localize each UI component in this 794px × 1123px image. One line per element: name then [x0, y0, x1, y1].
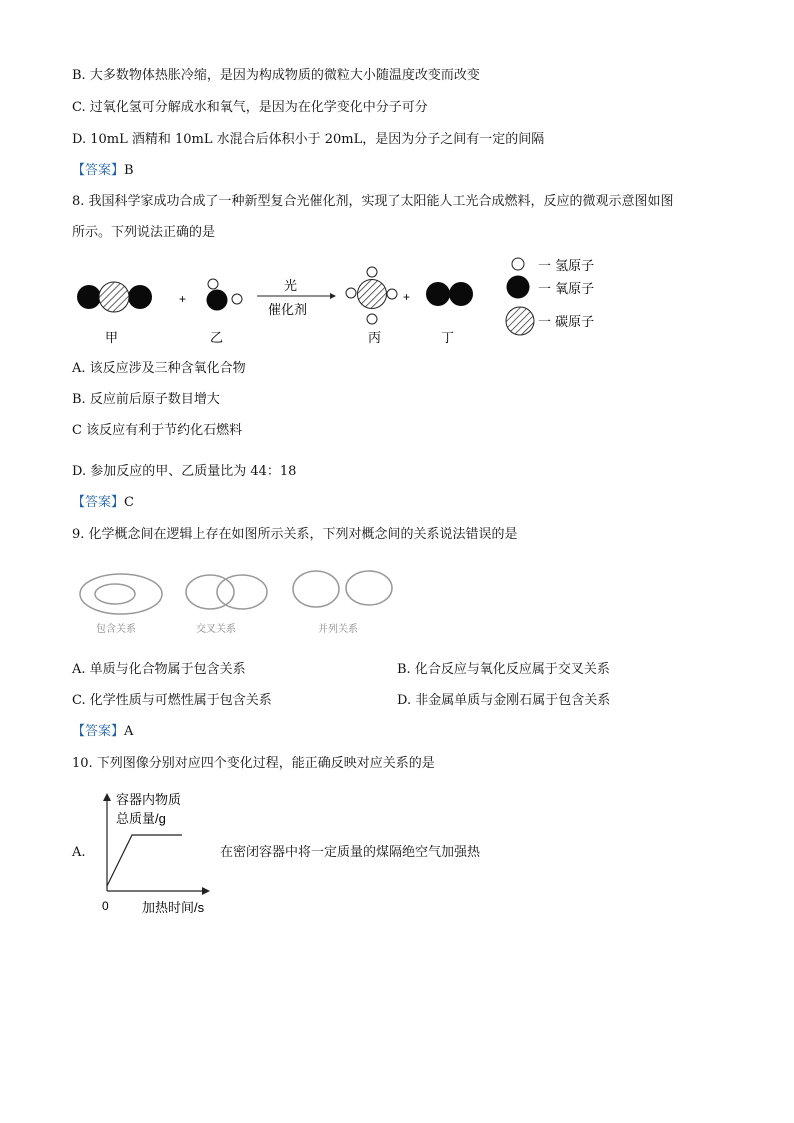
label-parallel: 并列关系	[318, 624, 358, 635]
answer-bracket: 【答案】	[72, 724, 125, 739]
q9-option-c: C. 化学性质与可燃性属于包含关系	[72, 693, 272, 708]
label-yi: 乙	[210, 331, 224, 346]
q9-stem: 9. 化学概念间在逻辑上存在如图所示关系，下列对概念间的关系说法错误的是	[72, 527, 518, 542]
q10-option-a-label: A.	[72, 845, 86, 860]
label-jia: 甲	[105, 331, 119, 346]
arrow-label-top: 光	[284, 279, 298, 294]
q8-stem-line1: 8. 我国科学家成功合成了一种新型复合光催化剂，实现了太阳能人工光合成燃料，反应的微观示意图如图	[72, 194, 674, 209]
q9-option-b: B. 化合反应与氧化反应属于交叉关系	[397, 662, 610, 677]
answer-value: C	[124, 495, 134, 510]
label-intersection: 交叉关系	[196, 624, 236, 635]
label-inclusion: 包含关系	[96, 624, 136, 635]
q9-option-a: A. 单质与化合物属于包含关系	[72, 662, 246, 677]
mass-curve	[107, 835, 182, 886]
q8-option-c: C 该反应有利于节约化石燃料	[72, 423, 243, 438]
q7-option-d: D. 10mL 酒精和 10mL 水混合后体积小于 20mL，是因为分子之间有一定的间隔	[72, 132, 545, 147]
label-bing: 丙	[368, 331, 382, 346]
q7-option-c: C. 过氧化氢可分解成水和氧气，是因为在化学变化中分子可分	[72, 100, 428, 115]
label-ding: 丁	[441, 331, 455, 346]
answer-value: A	[124, 724, 134, 739]
origin-label: 0	[102, 899, 109, 913]
q8-option-b: B. 反应前后原子数目增大	[72, 392, 220, 407]
q8-stem-line2: 所示。下列说法正确的是	[72, 225, 216, 240]
q8-option-d: D. 参加反应的甲、乙质量比为 44：18	[72, 464, 297, 479]
answer-value: B	[124, 163, 134, 178]
answer-bracket: 【答案】	[72, 495, 125, 510]
q9-option-d: D. 非金属单质与金刚石属于包含关系	[397, 693, 611, 708]
x-axis-arrow	[202, 887, 210, 895]
q8-option-a: A. 该反应涉及三种含氧化合物	[72, 361, 246, 376]
legend-carbon-label: 一 碳原子	[538, 315, 595, 330]
y-axis-label-line2: 总质量/g	[116, 811, 166, 826]
y-axis-label-line1: 容器内物质	[116, 792, 182, 807]
arrow-label-bottom: 催化剂	[268, 303, 308, 318]
plus-sign-2: +	[403, 290, 411, 304]
legend-hydrogen-label: 一 氢原子	[538, 259, 595, 274]
legend-oxygen-label: 一 氧原子	[538, 282, 595, 297]
plus-sign-1: +	[179, 292, 187, 306]
q10-stem: 10. 下列图像分别对应四个变化过程，能正确反映对应关系的是	[72, 756, 435, 771]
x-axis-label: 加热时间/s	[142, 900, 205, 915]
q10-option-a-text: 在密闭容器中将一定质量的煤隔绝空气加强热	[220, 845, 481, 860]
q7-option-b: B. 大多数物体热胀冷缩，是因为构成物质的微粒大小随温度改变而改变	[72, 68, 480, 83]
y-axis-arrow	[103, 793, 111, 801]
answer-bracket: 【答案】	[72, 163, 125, 178]
